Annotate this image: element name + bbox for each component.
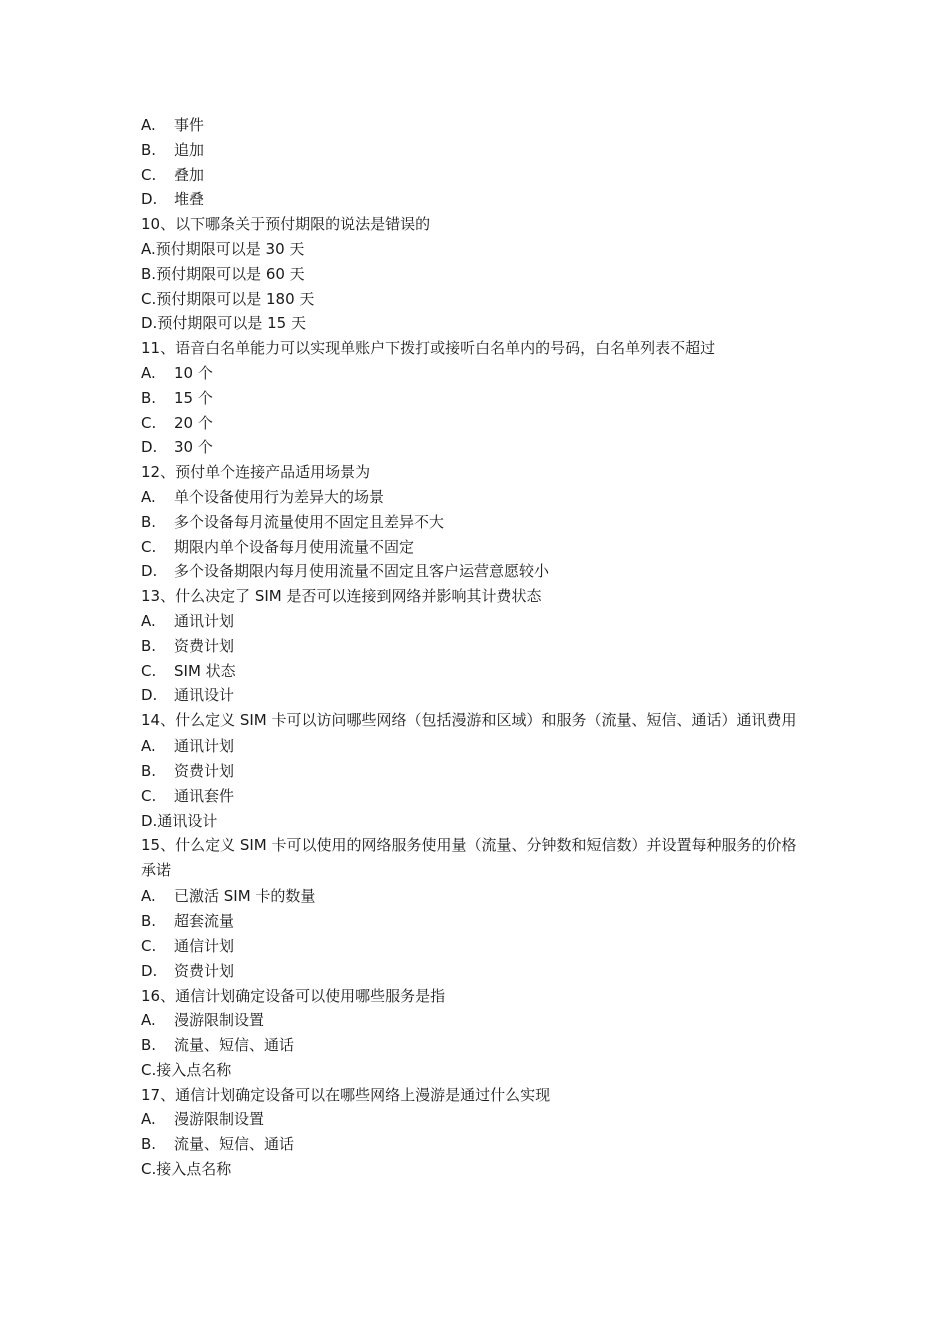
option-label: B. [141,761,157,780]
option-label: A. [141,611,156,630]
answer-option [141,237,811,262]
option-text: 已激活 SIM 卡的数量 [174,887,316,906]
option-label: D. [141,562,158,581]
option-label: D. [141,686,158,705]
answer-option [141,1058,811,1083]
option-label: A. [141,487,156,506]
question-text: 13、什么决定了 SIM 是否可以连接到网络并影响其计费状态 [141,587,542,606]
option-text: 接入点名称 [156,1160,232,1179]
option-text: 预付期限可以是 15 天 [157,314,306,333]
option-label: B. [141,1036,157,1055]
option-text: 资费计划 [174,636,235,655]
question-text: 10、以下哪条关于预付期限的说法是错误的 [141,215,431,234]
option-text: 预付期限可以是 30 天 [155,239,305,258]
answer-option [141,262,811,287]
option-text: 15 个 [174,388,213,407]
option-text: 超套流量 [174,912,235,931]
answer-option [141,759,811,784]
question-text: 12、预付单个连接产品适用场景为 [141,463,371,482]
option-label: C. [141,537,157,556]
option-text: 通讯计划 [174,737,235,756]
option-label: C. [141,936,157,955]
answer-option [141,1033,811,1058]
answer-option [141,1107,811,1132]
option-label: A. [141,239,156,258]
answer-option [141,510,811,535]
question-text: 17、通信计划确定设备可以在哪些网络上漫游是通过什么实现 [141,1085,551,1104]
answer-option [141,909,811,934]
option-label: A. [141,116,156,134]
option-text: 接入点名称 [156,1060,232,1079]
option-text: 通信计划 [174,936,235,955]
answer-option [141,934,811,959]
option-label: C. [141,413,157,432]
option-text: 通讯计划 [174,611,235,630]
answer-option [141,113,811,138]
question-text: 15、什么定义 SIM 卡可以使用的网络服务使用量（流量、分钟数和短信数）并设置每种服务的价格承诺 [141,836,797,880]
answer-option [141,535,811,560]
answer-option [141,138,811,163]
option-text: 预付期限可以是 60 天 [156,264,305,283]
option-label: B. [141,636,157,655]
option-text: 通讯套件 [174,786,235,805]
answer-option [141,1008,811,1033]
option-label: D. [141,314,158,333]
option-text: 通讯设计 [157,811,218,830]
option-label: A. [141,363,156,382]
option-text: 资费计划 [174,761,235,780]
option-text: 10 个 [174,363,213,382]
question-text: 11、语音白名单能力可以实现单账户下拨打或接听白名单内的号码，白名单列表不超过 [141,339,716,358]
option-text: 多个设备期限内每月使用流量不固定且客户运营意愿较小 [174,562,550,581]
answer-option [141,809,811,834]
option-label: B. [141,512,157,531]
option-text: 漫游限制设置 [174,1110,265,1129]
option-label: C. [141,661,157,680]
answer-option [141,659,811,684]
option-label: B. [141,264,157,283]
answer-option [141,361,811,386]
option-label: D. [141,438,158,457]
answer-option [141,784,811,809]
option-label: A. [141,737,156,756]
option-text: 资费计划 [174,961,235,980]
answer-option [141,884,811,909]
question-text: 14、什么定义 SIM 卡可以访问哪些网络（包括漫游和区域）和服务（流量、短信、通话）通讯费用 [141,711,797,730]
answer-option [141,287,811,312]
option-text: 30 个 [174,438,213,457]
option-label: C. [141,1060,157,1079]
answer-option [141,683,811,708]
option-label: A. [141,1110,156,1129]
answer-option [141,634,811,659]
option-label: A. [141,887,156,906]
option-label: B. [141,388,157,407]
option-label: D. [141,190,158,209]
option-label: D. [141,961,158,980]
option-text: 追加 [174,140,205,159]
option-label: B. [141,140,157,159]
answer-option [141,311,811,336]
option-text: 漫游限制设置 [174,1011,265,1030]
answer-option [141,734,811,759]
answer-option [141,485,811,510]
question-text: 16、通信计划确定设备可以使用哪些服务是指 [141,986,446,1005]
answer-option [141,959,811,984]
option-label: B. [141,1135,157,1154]
option-text: SIM 状态 [174,661,236,680]
option-text: 流量、短信、通话 [174,1036,295,1055]
answer-option [141,435,811,460]
option-label: C. [141,165,157,184]
option-text: 预付期限可以是 180 天 [156,289,315,308]
answer-option [141,559,811,584]
option-label: C. [141,289,157,308]
answer-option [141,1132,811,1157]
answer-option [141,163,811,188]
question-list [141,113,811,1182]
option-text: 单个设备使用行为差异大的场景 [174,487,385,506]
answer-option [141,411,811,436]
option-label: C. [141,1160,157,1179]
option-text: 通讯设计 [174,686,235,705]
option-text: 叠加 [174,165,205,184]
option-text: 流量、短信、通话 [174,1135,295,1154]
option-label: A. [141,1011,156,1030]
answer-option [141,1157,811,1182]
option-text: 多个设备每月流量使用不固定且差异不大 [174,512,445,531]
answer-option [141,609,811,634]
option-text: 20 个 [174,413,213,432]
answer-option [141,187,811,212]
option-text: 堆叠 [174,190,205,209]
option-label: B. [141,912,157,931]
option-label: C. [141,786,157,805]
answer-option [141,386,811,411]
option-label: D. [141,811,158,830]
option-text: 事件 [174,116,205,134]
option-text: 期限内单个设备每月使用流量不固定 [174,537,415,556]
